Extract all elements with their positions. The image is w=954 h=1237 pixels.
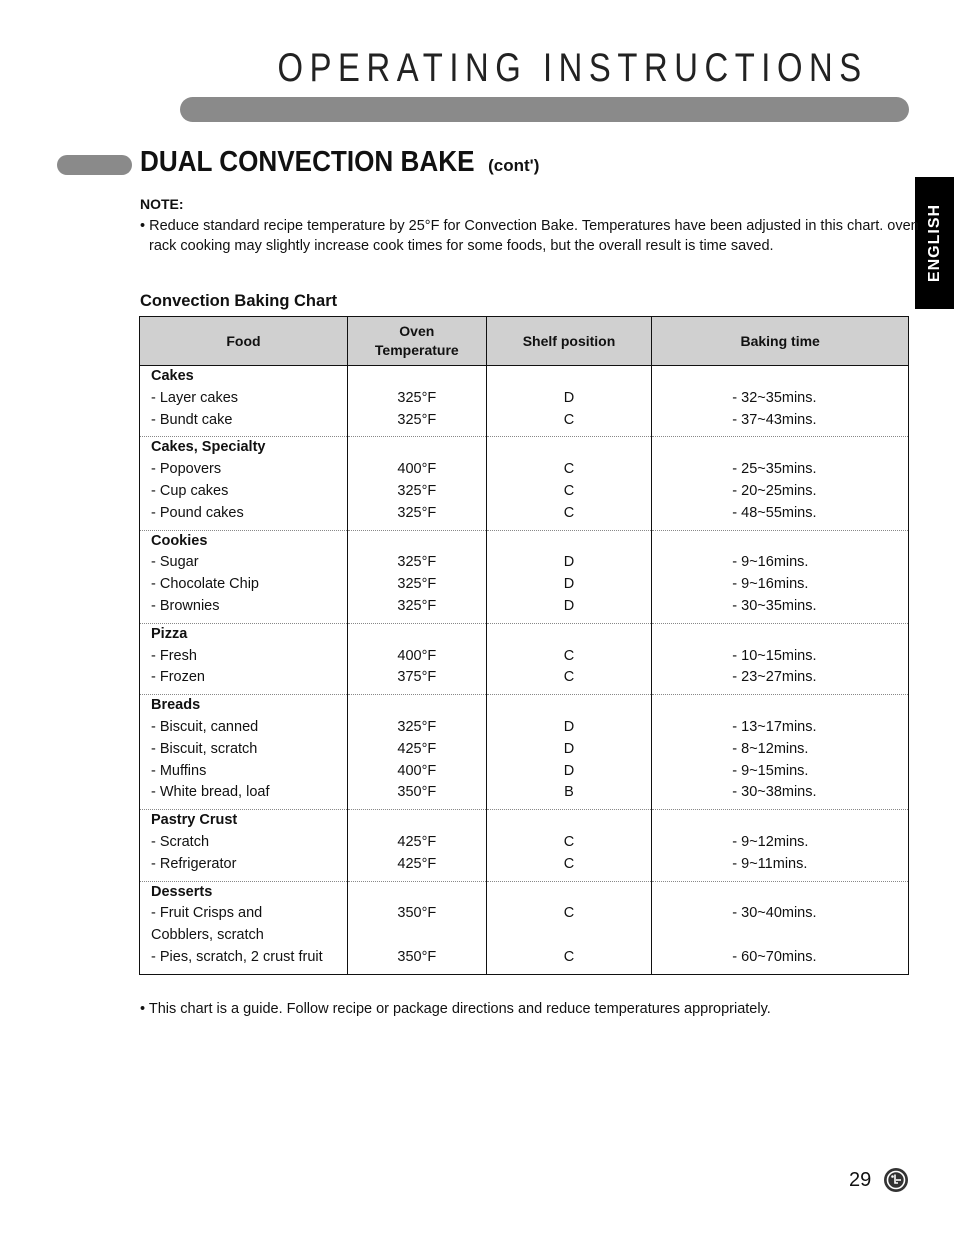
food-group-name: Cakes, Specialty bbox=[151, 439, 266, 456]
baking-time-value: - 23~27mins. bbox=[732, 669, 817, 686]
table-row bbox=[140, 366, 909, 437]
food-item: - Popovers bbox=[151, 461, 222, 478]
food-list bbox=[140, 624, 347, 694]
oven-temperature-value: 425°F bbox=[397, 855, 437, 872]
chart-title: Convection Baking Chart bbox=[140, 292, 338, 310]
shelf-list bbox=[487, 882, 652, 974]
shelf-cell bbox=[486, 695, 652, 810]
shelf-position-value bbox=[487, 925, 652, 947]
shelf-list bbox=[487, 437, 652, 529]
oven-temperature-value: 350°F bbox=[397, 784, 437, 801]
table-row bbox=[140, 881, 909, 974]
shelf-position-value: C bbox=[563, 411, 575, 428]
food-item: - Scratch bbox=[151, 833, 210, 850]
shelf-cell bbox=[486, 881, 652, 974]
oven-temperature-value: 400°F bbox=[397, 762, 437, 779]
food-item: - Pound cakes bbox=[151, 504, 244, 521]
baking-time-spacer bbox=[732, 624, 908, 646]
baking-time-value: - 9~16mins. bbox=[732, 576, 809, 593]
language-tab-label: ENGLISH bbox=[925, 203, 943, 283]
table-row bbox=[140, 695, 909, 810]
temperature-list bbox=[348, 810, 486, 880]
baking-time-spacer bbox=[732, 437, 908, 459]
shelf-list bbox=[487, 624, 652, 694]
food-group-name: Desserts bbox=[151, 883, 213, 900]
lg-logo-icon bbox=[884, 1168, 908, 1192]
food-item: - Cup cakes bbox=[151, 482, 229, 499]
oven-temperature-value: 425°F bbox=[397, 833, 437, 850]
shelf-position-value: D bbox=[563, 740, 575, 757]
food-item: Cobblers, scratch bbox=[151, 927, 264, 944]
shelf-spacer bbox=[487, 810, 652, 832]
baking-time-value: - 37~43mins. bbox=[732, 411, 817, 428]
food-item: - Chocolate Chip bbox=[151, 576, 259, 593]
temperature-spacer bbox=[348, 695, 486, 717]
oven-temperature-value bbox=[348, 925, 486, 947]
food-cell bbox=[140, 366, 348, 437]
food-group-name: Cookies bbox=[151, 532, 208, 549]
temperature-spacer bbox=[348, 531, 486, 553]
oven-temperature-value: 325°F bbox=[397, 504, 437, 521]
oven-temperature-value: 400°F bbox=[397, 461, 437, 478]
shelf-list bbox=[487, 695, 652, 809]
note-text: • Reduce standard recipe temperature by 25°F for Convection Bake. Temperatures have been adjusted in this chart. oven rack cooking may slightly increase cook times for some foods, but the overall result is time saved. bbox=[140, 218, 919, 254]
shelf-position-value: C bbox=[563, 504, 575, 521]
shelf-cell bbox=[486, 366, 652, 437]
baking-time-spacer bbox=[732, 810, 908, 832]
baking-time-list bbox=[652, 531, 908, 623]
temperature-cell bbox=[347, 623, 486, 694]
food-item: - Fruit Crisps and bbox=[151, 905, 263, 922]
header-title: OPERATING INSTRUCTIONS bbox=[277, 46, 868, 90]
food-group-name: Breads bbox=[151, 697, 201, 714]
header-shelf-position: Shelf position bbox=[486, 317, 652, 366]
temperature-cell bbox=[347, 530, 486, 623]
shelf-position-value: D bbox=[563, 576, 575, 593]
temperature-spacer bbox=[348, 366, 486, 388]
shelf-position-value: C bbox=[563, 482, 575, 499]
temperature-spacer bbox=[348, 882, 486, 904]
shelf-cell bbox=[486, 437, 652, 530]
header-temp-line1: Oven bbox=[399, 323, 435, 339]
header-bar bbox=[180, 97, 909, 122]
food-cell bbox=[140, 530, 348, 623]
baking-time-cell bbox=[652, 695, 909, 810]
temperature-cell bbox=[347, 366, 486, 437]
baking-time-list bbox=[652, 810, 908, 880]
baking-time-list bbox=[652, 366, 908, 436]
shelf-spacer bbox=[487, 366, 652, 388]
oven-temperature-value: 325°F bbox=[397, 482, 437, 499]
temperature-spacer bbox=[348, 624, 486, 646]
chart-header-row bbox=[140, 317, 909, 366]
oven-temperature-value: 400°F bbox=[397, 647, 437, 664]
baking-time-list bbox=[652, 695, 908, 809]
baking-time-cell bbox=[652, 810, 909, 881]
baking-time-spacer bbox=[732, 695, 908, 717]
temperature-spacer bbox=[348, 437, 486, 459]
shelf-position-value: C bbox=[563, 461, 575, 478]
header-baking-time: Baking time bbox=[652, 317, 909, 366]
header-temp-line2: Temperature bbox=[374, 342, 459, 358]
baking-time-cell bbox=[652, 437, 909, 530]
food-item: - Fresh bbox=[151, 647, 197, 664]
baking-time-value bbox=[732, 925, 908, 947]
oven-temperature-value: 325°F bbox=[397, 554, 437, 571]
header-oven-temperature bbox=[347, 317, 486, 366]
shelf-position-value: C bbox=[563, 669, 575, 686]
baking-time-value: - 8~12mins. bbox=[732, 740, 809, 757]
food-item: - Biscuit, scratch bbox=[151, 740, 258, 757]
food-item: - White bread, loaf bbox=[151, 784, 270, 801]
food-group-name: Pastry Crust bbox=[151, 812, 238, 829]
baking-time-list bbox=[652, 882, 908, 974]
oven-temperature-value: 375°F bbox=[397, 669, 437, 686]
chart-body bbox=[140, 366, 909, 975]
temperature-list bbox=[348, 366, 486, 436]
shelf-cell bbox=[486, 530, 652, 623]
temperature-cell bbox=[347, 881, 486, 974]
baking-time-spacer bbox=[732, 531, 908, 553]
shelf-position-value: D bbox=[563, 597, 575, 614]
baking-time-value: - 13~17mins. bbox=[732, 718, 817, 735]
baking-time-spacer bbox=[732, 882, 908, 904]
food-group-name: Pizza bbox=[151, 625, 188, 642]
shelf-position-value: C bbox=[563, 948, 575, 965]
shelf-cell bbox=[486, 810, 652, 881]
baking-time-value: - 9~12mins. bbox=[732, 833, 809, 850]
table-row bbox=[140, 530, 909, 623]
baking-time-value: - 30~40mins. bbox=[732, 905, 817, 922]
baking-time-list bbox=[652, 624, 908, 694]
shelf-cell bbox=[486, 623, 652, 694]
shelf-position-value: D bbox=[563, 554, 575, 571]
table-row bbox=[140, 437, 909, 530]
food-item: - Layer cakes bbox=[151, 389, 239, 406]
temperature-list bbox=[348, 437, 486, 529]
table-row bbox=[140, 623, 909, 694]
shelf-position-value: D bbox=[563, 718, 575, 735]
shelf-list bbox=[487, 531, 652, 623]
note-label: NOTE: bbox=[140, 196, 184, 212]
baking-time-value: - 9~16mins. bbox=[732, 554, 809, 571]
oven-temperature-value: 425°F bbox=[397, 740, 437, 757]
table-row bbox=[140, 810, 909, 881]
section-pill bbox=[57, 155, 132, 175]
food-item: - Pies, scratch, 2 crust fruit bbox=[151, 948, 323, 965]
food-list bbox=[140, 366, 347, 436]
oven-temperature-value: 325°F bbox=[397, 597, 437, 614]
baking-time-cell bbox=[652, 530, 909, 623]
footnote: • This chart is a guide. Follow recipe or package directions and reduce temperatures appropriately. bbox=[140, 1001, 771, 1017]
food-list bbox=[140, 437, 347, 529]
food-item: - Bundt cake bbox=[151, 411, 233, 428]
food-item: - Biscuit, canned bbox=[151, 718, 259, 735]
shelf-spacer bbox=[487, 624, 652, 646]
food-item: - Refrigerator bbox=[151, 855, 237, 872]
baking-time-cell bbox=[652, 366, 909, 437]
convection-baking-chart bbox=[139, 316, 909, 975]
oven-temperature-value: 350°F bbox=[397, 948, 437, 965]
baking-time-list bbox=[652, 437, 908, 529]
food-list bbox=[140, 810, 347, 880]
shelf-spacer bbox=[487, 531, 652, 553]
food-cell bbox=[140, 623, 348, 694]
food-item: - Frozen bbox=[151, 669, 205, 686]
section-title-cont: (cont') bbox=[488, 156, 540, 175]
baking-time-spacer bbox=[732, 366, 908, 388]
temperature-list bbox=[348, 531, 486, 623]
baking-time-cell bbox=[652, 881, 909, 974]
food-cell bbox=[140, 810, 348, 881]
baking-time-value: - 48~55mins. bbox=[732, 504, 817, 521]
shelf-list bbox=[487, 366, 652, 436]
shelf-spacer bbox=[487, 437, 652, 459]
temperature-list bbox=[348, 695, 486, 809]
shelf-position-value: C bbox=[563, 833, 575, 850]
shelf-list bbox=[487, 810, 652, 880]
oven-temperature-value: 325°F bbox=[397, 576, 437, 593]
baking-time-value: - 9~11mins. bbox=[732, 855, 808, 872]
section-title bbox=[140, 146, 567, 179]
food-cell bbox=[140, 695, 348, 810]
baking-time-value: - 25~35mins. bbox=[732, 461, 817, 478]
shelf-spacer bbox=[487, 695, 652, 717]
shelf-position-value: C bbox=[563, 905, 575, 922]
food-list bbox=[140, 695, 347, 809]
shelf-position-value: B bbox=[564, 784, 574, 801]
page-number: 29 bbox=[849, 1169, 872, 1191]
baking-time-value: - 32~35mins. bbox=[732, 389, 817, 406]
temperature-cell bbox=[347, 810, 486, 881]
language-tab bbox=[915, 177, 954, 309]
shelf-spacer bbox=[487, 882, 652, 904]
baking-time-value: - 30~35mins. bbox=[732, 597, 817, 614]
oven-temperature-value: 325°F bbox=[397, 389, 437, 406]
temperature-list bbox=[348, 882, 486, 974]
header-food: Food bbox=[140, 317, 348, 366]
food-list bbox=[140, 882, 347, 974]
temperature-cell bbox=[347, 695, 486, 810]
food-list bbox=[140, 531, 347, 623]
shelf-position-value: D bbox=[563, 762, 575, 779]
baking-time-value: - 20~25mins. bbox=[732, 482, 817, 499]
food-item: - Brownies bbox=[151, 597, 220, 614]
food-item: - Muffins bbox=[151, 762, 207, 779]
baking-time-cell bbox=[652, 623, 909, 694]
baking-time-value: - 10~15mins. bbox=[732, 647, 817, 664]
section-title-main: DUAL CONVECTION BAKE bbox=[140, 146, 475, 178]
baking-time-value: - 60~70mins. bbox=[732, 948, 817, 965]
oven-temperature-value: 350°F bbox=[397, 905, 437, 922]
baking-time-value: - 9~15mins. bbox=[732, 762, 809, 779]
food-cell bbox=[140, 881, 348, 974]
oven-temperature-value: 325°F bbox=[397, 411, 437, 428]
baking-time-value: - 30~38mins. bbox=[732, 784, 817, 801]
shelf-position-value: D bbox=[563, 389, 575, 406]
shelf-position-value: C bbox=[563, 647, 575, 664]
temperature-cell bbox=[347, 437, 486, 530]
food-group-name: Cakes bbox=[151, 368, 194, 384]
temperature-spacer bbox=[348, 810, 486, 832]
food-item: - Sugar bbox=[151, 554, 199, 571]
oven-temperature-value: 325°F bbox=[397, 718, 437, 735]
temperature-list bbox=[348, 624, 486, 694]
shelf-position-value: C bbox=[563, 855, 575, 872]
food-cell bbox=[140, 437, 348, 530]
